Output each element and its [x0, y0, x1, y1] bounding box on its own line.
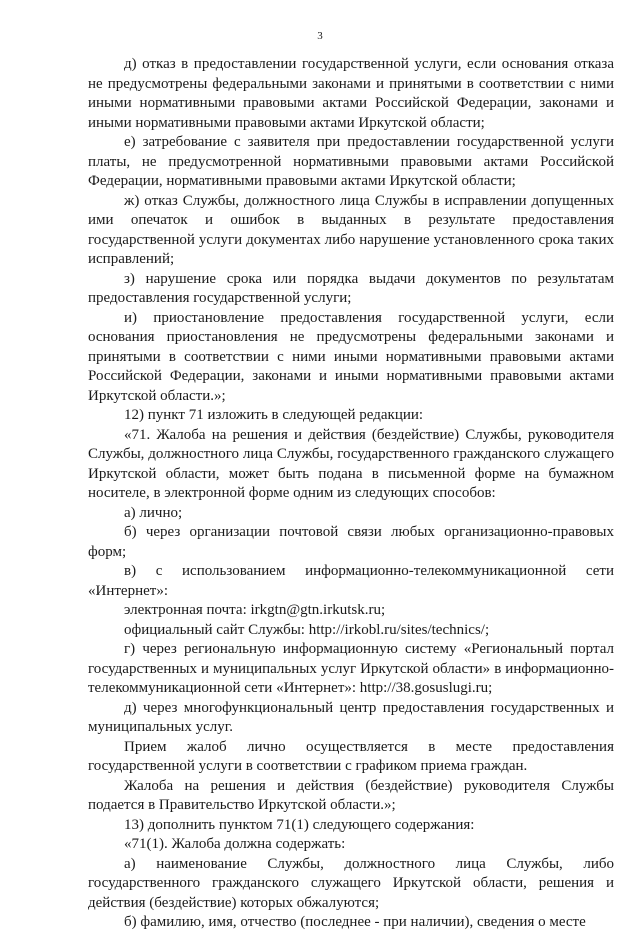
paragraph-item-b-post: б) через организации почтовой связи любых организационно-правовых форм; [88, 524, 614, 560]
paragraph-item-d: д) отказ в предоставлении государственной услуги, если основания отказа не предусмотрены федеральными законами и принятыми в соответствии с ними иными нормативными правовыми актами Российской Федерации, законами и иными нормативными правовыми актами Иркутской области; [88, 56, 614, 131]
paragraph-item-i: и) приостановление предоставления государственной услуги, если основания приостановления не предусмотрены федеральными законами и принятыми в соответствии с ними иными нормативными правовыми актами Российской Федерации, законами и иными нормативными правовыми актами Иркутской области.»; [88, 309, 614, 404]
paragraph-clause-71-1: «71(1). Жалоба должна содержать: [124, 836, 346, 852]
paragraph-item-v-internet: в) с использованием информационно-телекоммуникационной сети «Интернет»: [88, 563, 614, 599]
paragraph-website: официальный сайт Службы: http://irkobl.ru/sites/technics/; [124, 621, 490, 638]
paragraph-email: электронная почта: irkgtn@gtn.irkutsk.ru; [124, 602, 386, 618]
paragraph-item-d-mfc: д) через многофункциональный центр предоставления государственных и муниципальных услуг. [88, 699, 614, 735]
paragraph-item-zh: ж) отказ Службы, должностного лица Службы в исправлении допущенных ими опечаток и ошибок в выданных в результате предоставления государственной услуги документах либо нарушение установленного срока таких исправлений; [88, 192, 614, 267]
paragraph-item-a-in-person: а) лично; [124, 504, 183, 521]
paragraph-amendment-13: 13) дополнить пунктом 71(1) следующего содержания: [124, 816, 475, 833]
paragraph-amendment-12: 12) пункт 71 изложить в следующей редакции: [124, 407, 424, 423]
paragraph-item-g-portal: г) через региональную информационную систему «Региональный портал государственных и муниципальных услуг Иркутской области» в информационно-телекоммуникационной сети «Интернет»: http://38.gosuslugi.ru; [88, 641, 614, 696]
paragraph-complaint-head: Жалоба на решения и действия (бездействие) руководителя Службы подается в Правительство Иркутской области.»; [88, 777, 614, 813]
paragraph-item-b-fio: б) фамилию, имя, отчество (последнее - при наличии), сведения о месте [124, 914, 586, 930]
paragraph-clause-71: «71. Жалоба на решения и действия (бездействие) Службы, руководителя Службы, должностного лица Службы, государственного гражданского служащего Иркутской области, может быть подана в письменной форме на бумажном носителе, в электронной форме одним из следующих способов: [88, 426, 614, 501]
paragraph-item-z: з) нарушение срока или порядка выдачи документов по результатам предоставления государственной услуги; [88, 270, 614, 306]
paragraph-reception: Прием жалоб лично осуществляется в месте предоставления государственной услуги в соответствии с графиком приема граждан. [88, 738, 614, 774]
page-number: 3 [317, 30, 323, 42]
paragraph-item-a-name: а) наименование Службы, должностного лица Службы, либо государственного гражданского служащего Иркутской области, решения и действия (бездействие) которых обжалуются; [88, 855, 614, 911]
document-body [88, 55, 614, 933]
paragraph-item-e: е) затребование с заявителя при предоставлении государственной услуги платы, не предусмотренной нормативными правовыми актами Российской Федерации, нормативными правовыми актами Иркутской области; [88, 134, 614, 189]
